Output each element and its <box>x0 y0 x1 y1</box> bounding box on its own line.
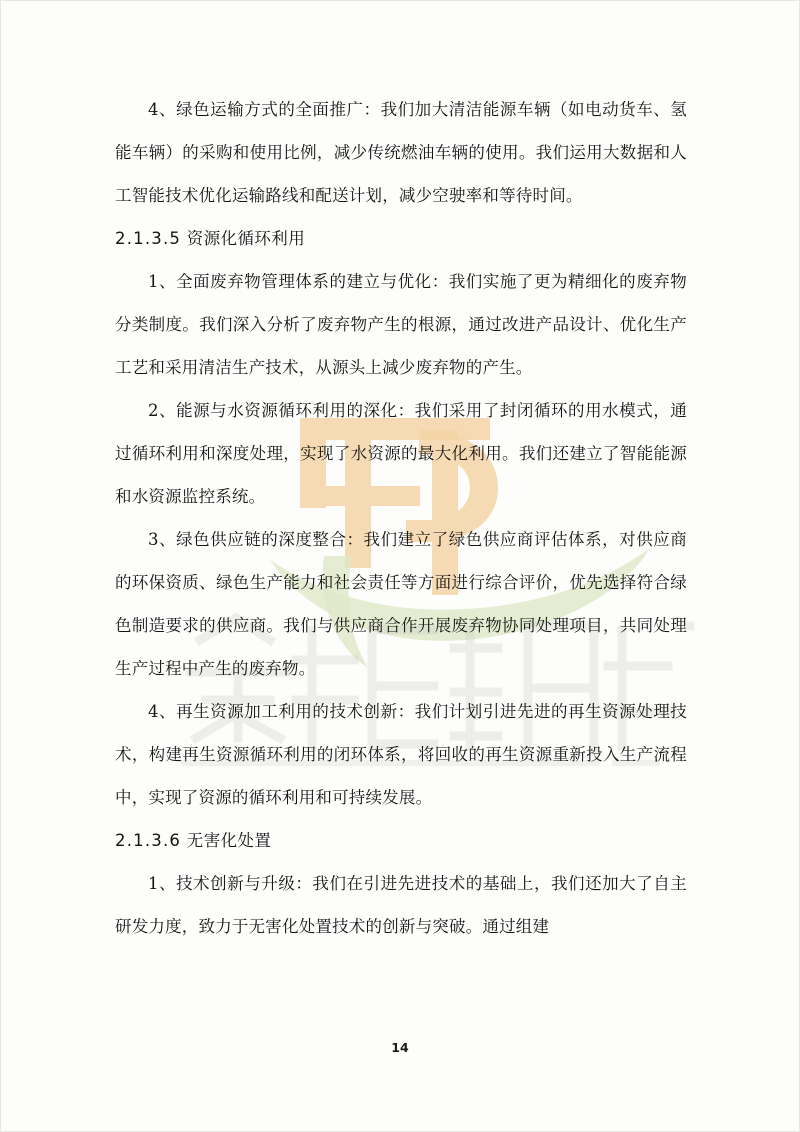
section-number: 2.1.3.6 <box>115 831 182 850</box>
document-body <box>115 88 687 948</box>
section-title: 资源化循环利用 <box>186 229 306 248</box>
paragraph: 4、再生资源加工利用的技术创新：我们计划引进先进的再生资源处理技术，构建再生资源循环利用的闭环体系，将回收的再生资源重新投入生产流程中，实现了资源的循环利用和可持续发展。 <box>115 702 687 807</box>
section-heading <box>115 217 687 260</box>
paragraph: 4、绿色运输方式的全面推广：我们加大清洁能源车辆（如电动货车、氢能车辆）的采购和使用比例，减少传统燃油车辆的使用。我们运用大数据和人工智能技术优化运输路线和配送计划，减少空驶率和等待时间。 <box>115 100 687 205</box>
paragraph: 1、技术创新与升级：我们在引进先进技术的基础上，我们还加大了自主研发力度，致力于无害化处置技术的创新与突破。通过组建 <box>115 874 687 936</box>
paragraph: 3、绿色供应链的深度整合：我们建立了绿色供应商评估体系，对供应商的环保资质、绿色生产能力和社会责任等方面进行综合评价，优先选择符合绿色制造要求的供应商。我们与供应商合作开展废弃物协同处理项目，共同处理生产过程中产生的废弃物。 <box>115 530 687 678</box>
section-number: 2.1.3.5 <box>115 229 182 248</box>
page-number: 14 <box>391 1040 409 1055</box>
paragraph: 1、全面废弃物管理体系的建立与优化：我们实施了更为精细化的废弃物分类制度。我们深入分析了废弃物产生的根源，通过改进产品设计、优化生产工艺和采用清洁生产技术，从源头上减少废弃物的产生。 <box>115 272 687 377</box>
paragraph: 2、能源与水资源循环利用的深化：我们采用了封闭循环的用水模式，通过循环利用和深度处理，实现了水资源的最大化利用。我们还建立了智能能源和水资源监控系统。 <box>115 401 687 506</box>
section-heading <box>115 819 687 862</box>
section-title: 无害化处置 <box>186 831 272 850</box>
